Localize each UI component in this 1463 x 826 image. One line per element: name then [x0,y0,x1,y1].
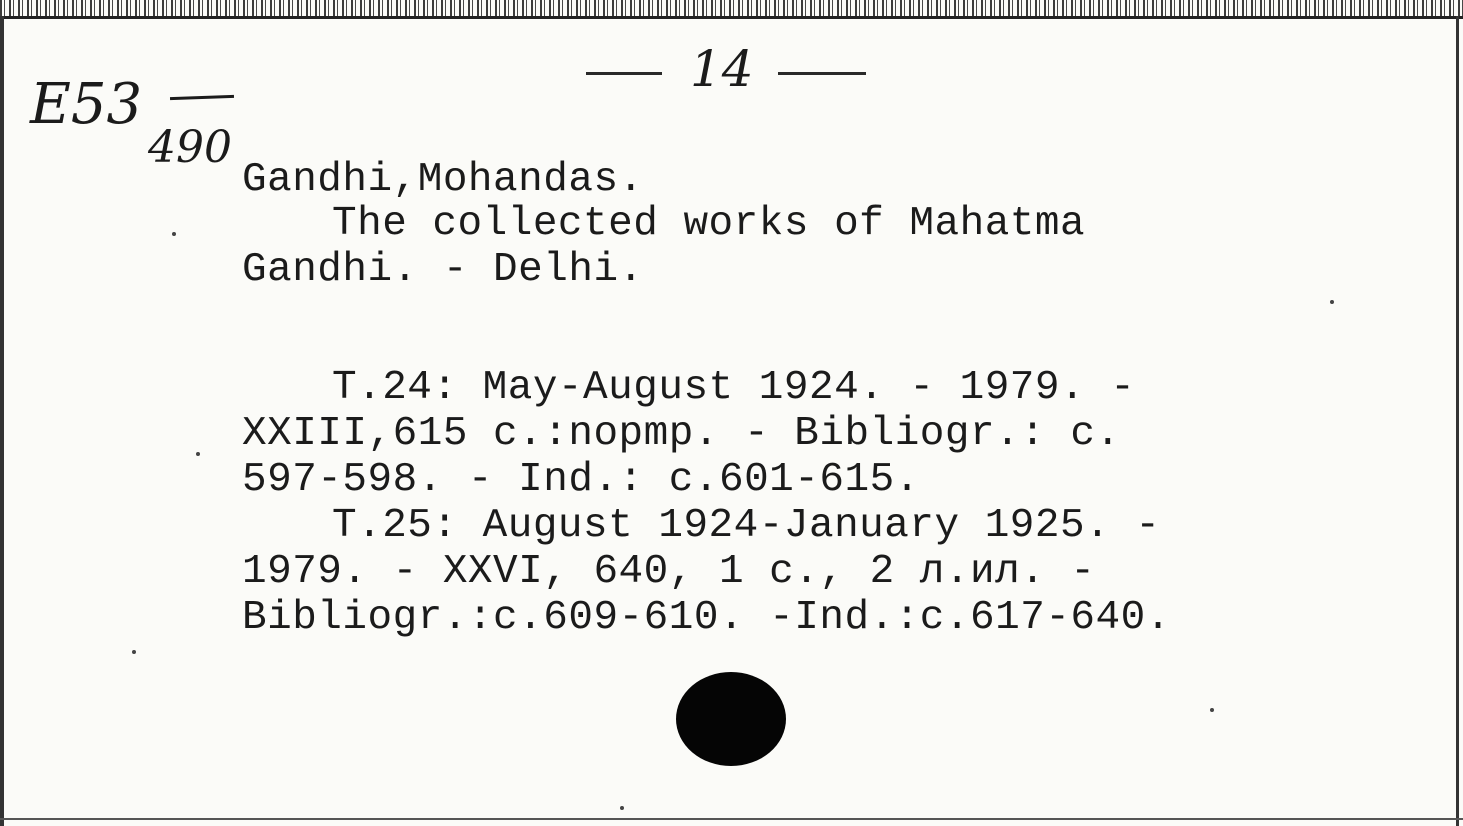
title-line-1: The collected works of Mahatma [332,201,1086,247]
scanner-edge [0,0,1463,16]
volume-24-line-3: 597-598. - Ind.: c.601-615. [242,457,920,503]
volume-25-line-3: Bibliogr.:c.609-610. -Ind.:c.617-640. [242,595,1171,641]
title-line-2: Gandhi. - Delhi. [242,247,644,293]
card-bottom-edge [0,818,1463,820]
scan-speck [1210,708,1214,712]
volume-24-line-2: XXIII,615 c.:nopmp. - Bibliogr.: c. [242,411,1121,457]
page-number-left-dash [586,72,662,75]
card-left-edge [0,16,4,826]
author-heading: Gandhi,Mohandas. [242,157,644,203]
shelf-mark: E53 [30,72,143,137]
page-number-right-dash [778,72,866,75]
shelf-mark-fraction-line [170,95,234,100]
punch-hole [676,672,786,766]
volume-25-line-1: T.25: August 1924-January 1925. - [332,503,1161,549]
scan-speck [196,452,200,456]
scan-speck [1330,300,1334,304]
card-top-edge [0,16,1463,19]
card-right-edge [1456,16,1459,826]
volume-25-line-2: 1979. - XXVI, 640, 1 c., 2 л.ил. - [242,549,1096,595]
scan-speck [172,232,176,236]
volume-24-line-1: T.24: May-August 1924. - 1979. - [332,365,1136,411]
scan-speck [132,650,136,654]
shelf-number: 490 [148,122,232,173]
scan-speck [620,806,624,810]
page-number: 14 [690,40,754,98]
